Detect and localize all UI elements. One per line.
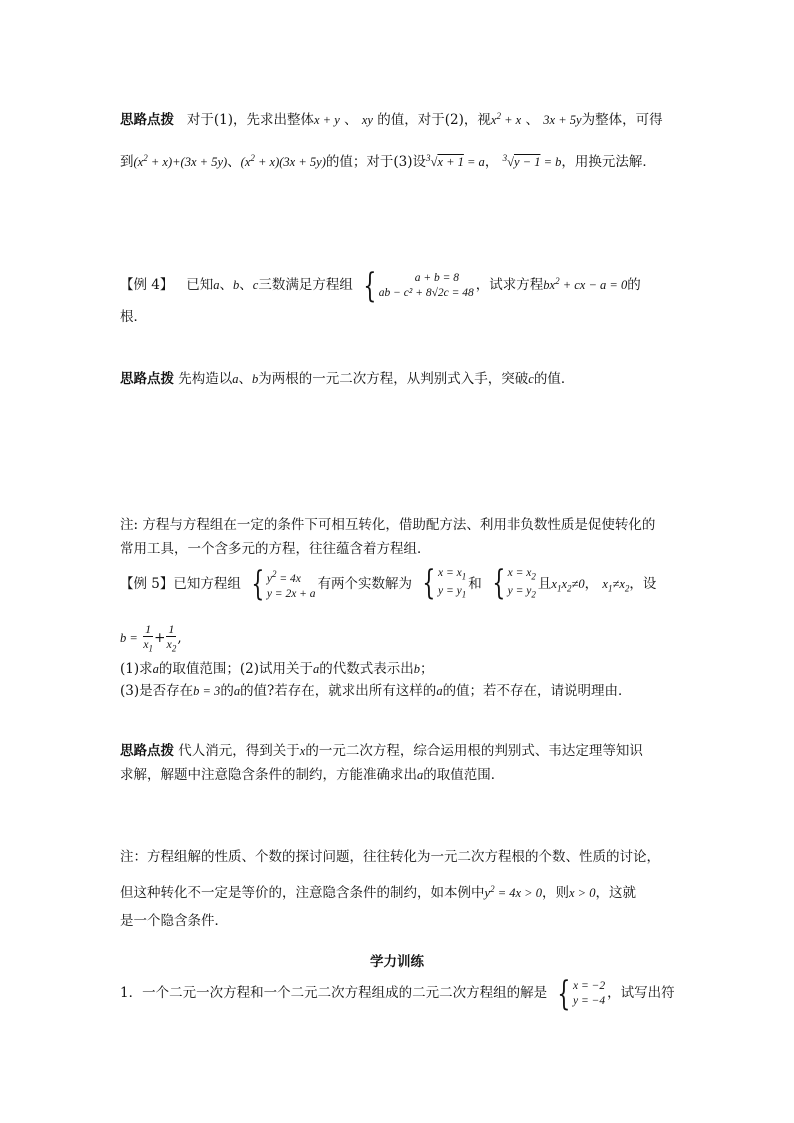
hint-label: 思路点拨 [120, 112, 174, 129]
example-5-b-def: b = $\frac{1}{x_1}$ + $\frac{1}{x_2}$ , [120, 622, 182, 654]
equation-system-ex5: { $y^2 = 4x$ y = 2x + a [251, 563, 316, 604]
hint-ex5-line-2: 求解，解题中注意隐含条件的制约，方能准确求出a的取值范围． [120, 767, 505, 783]
note-1-line-1: 注: 方程与方程组在一定的条件下可相互转化，借助配方法、利用非负数性质是促使转化的 [120, 517, 656, 533]
hint-line-1: 思路点拨 对于(1)，先求出整体x + y 、 xy 的值，对于(2)，视$x^2 + x$ 、 3x + 5y为整体，可得 [120, 111, 663, 129]
section-title: 学力训练 [370, 954, 424, 970]
hint-ex4: 思路点拨 先构造以a、b为两根的一元二次方程，从判别式入手，突破c的值． [120, 371, 575, 387]
exercise-1: 1．一个二元一次方程和一个二元二次方程组成的二元二次方程组的解是 { x = −2 y = −4 ，试写出符 [120, 973, 675, 1014]
example-5-q3: (3)是否存在b = 3的a的值?若存在，就求出所有这样的a的值；若不存在，请说明理由． [120, 683, 632, 699]
hint-ex5-line-1: 思路点拨 代人消元，得到关于x的一元二次方程，综合运用根的判别式、韦达定理等知识 [120, 743, 643, 759]
example-4-cont: 根． [120, 309, 147, 325]
example-5: 【例 5】已知方程组 { $y^2 = 4x$ y = 2x + a 有两个实数解为 { $x = x_1$ $y = y_1$ 和 { $x = x_2$ $y = y_2$ 且$x_1x_2\ne 0$， $x_1\ne x_2$，设 [120, 563, 657, 604]
note-2-line-3: 是一个隐含条件． [120, 913, 228, 929]
example-4: 【例 4】 已知a、b、c三数满足方程组 { a + b = 8 ab − c² + 8√2c = 48 ，试求方程$bx^2$ + cx − a = 0的 [120, 265, 641, 306]
example-5-q1: (1)求a的取值范围；(2)试用关于a的代数式表示出b； [120, 661, 434, 677]
note-2-line-1: 注：方程组解的性质、个数的探讨问题，往往转化为一元二次方程根的个数、性质的讨论， [120, 849, 660, 865]
hint-line-2: 到$(x^2 + x)+(3x + 5y)$、$(x^2 + x)(3x + 5y)$的值；对于(3)设$^3$√x + 1 = a， $^3$√y − 1 = b，用换元法解． [120, 153, 656, 171]
equation-system-ex4: { a + b = 8 ab − c² + 8√2c = 48 [363, 265, 474, 306]
note-2-line-2: 但这种转化不一定是等价的，注意隐含条件的制约，如本例中$y^2 = 4x > 0$，则x > 0，这就 [120, 884, 636, 902]
note-1-line-2: 常用工具，一个含多元的方程，往往蕴含着方程组． [120, 541, 431, 557]
